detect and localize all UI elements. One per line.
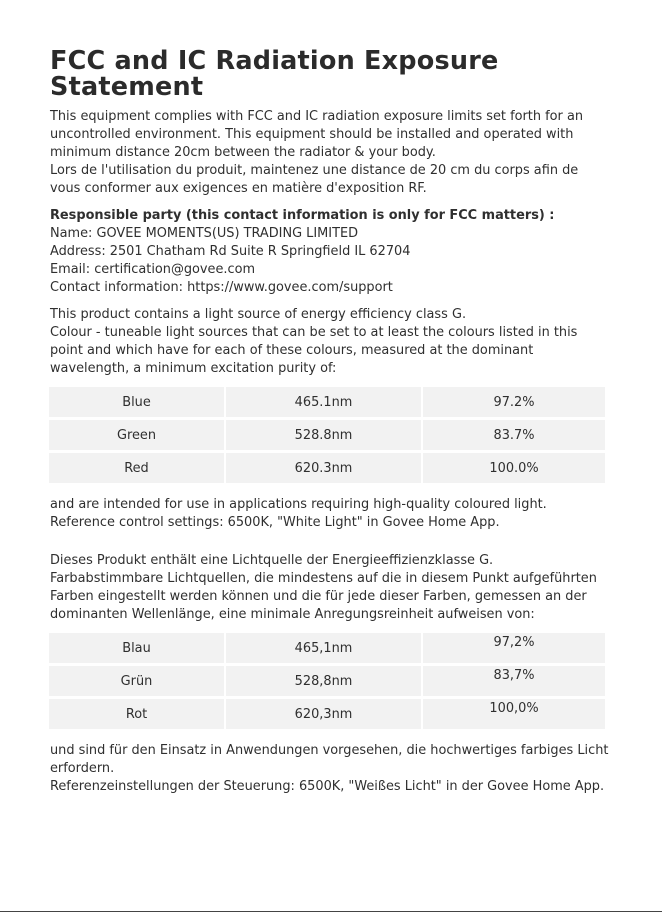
table-row [49,453,605,483]
table-row [49,633,605,663]
table-cell-color: Grün [49,666,224,696]
responsible-party-name: Name: GOVEE MOMENTS(US) TRADING LIMITED [50,226,359,241]
intended-use-de: und sind für den Einsatz in Anwendungen vorgesehen, die hochwertiges farbiges Licht erfordern. [50,743,609,776]
table-row [49,420,605,450]
intro-paragraph-en: This equipment complies with FCC and IC radiation exposure limits set forth for an uncontrolled environment. This equipment should be installed and operated with minimum distance 20cm between the radiator & your body. [50,109,584,160]
table-cell-wavelength: 465.1nm [226,387,421,417]
purity-table-en [47,384,607,486]
table-row [49,699,605,729]
tuneable-description-en: Colour - tuneable light sources that can be set to at least the colours listed in this point and which have for each of these colours, measured at the dominant wavelength, a minimum excitation purity of: [50,325,578,376]
table-cell-wavelength: 528.8nm [226,420,421,450]
intended-use-en: and are intended for use in applications requiring high-quality coloured light. [50,497,547,512]
responsible-party-contact: Contact information: https://www.govee.com/support [50,280,393,295]
table-row [49,387,605,417]
intro-paragraph-fr: Lors de l'utilisation du produit, maintenez une distance de 20 cm du corps afin de vous conformer aux exigences en matière d'exposition RF. [50,163,579,196]
reference-settings-en: Reference control settings: 6500K, "White Light" in Govee Home App. [50,515,500,530]
energy-class-en: This product contains a light source of energy efficiency class G. [50,307,467,322]
table-cell-wavelength: 620,3nm [226,699,421,729]
table-cell-purity: 83,7% [423,666,605,696]
responsible-party-block [50,207,612,297]
table-cell-purity: 100.0% [423,453,605,483]
responsible-party-address: Address: 2501 Chatham Rd Suite R Springfield IL 62704 [50,244,411,259]
table-row [49,666,605,696]
table-cell-color: Blue [49,387,224,417]
table-cell-wavelength: 528,8nm [226,666,421,696]
page-title: FCC and IC Radiation Exposure Statement [50,46,499,102]
table-cell-purity: 100,0% [423,699,605,729]
table-cell-wavelength: 465,1nm [226,633,421,663]
bottom-rule [0,911,662,912]
table-cell-color: Blau [49,633,224,663]
table-cell-purity: 83.7% [423,420,605,450]
table-cell-purity: 97,2% [423,633,605,663]
tuneable-description-de: Farbabstimmbare Lichtquellen, die mindestens auf die in diesem Punkt aufgeführten Farben eingestellt werden können und die für jede dieser Farben, gemessen an der dominanten Wellenlänge, eine minimale Anregungsreinheit aufweisen von: [50,571,597,622]
purity-table-de [47,630,607,732]
responsible-party-title: Responsible party (this contact information is only for FCC matters) : [50,208,555,223]
responsible-party-email: Email: certification@govee.com [50,262,256,277]
document-page [50,48,612,796]
table-cell-wavelength: 620.3nm [226,453,421,483]
table-cell-color: Red [49,453,224,483]
energy-class-de: Dieses Produkt enthält eine Lichtquelle der Energieeffizienzklasse G. [50,553,494,568]
table-cell-color: Green [49,420,224,450]
table-cell-purity: 97.2% [423,387,605,417]
table-cell-color: Rot [49,699,224,729]
reference-settings-de: Referenzeinstellungen der Steuerung: 6500K, "Weißes Licht" in der Govee Home App. [50,779,605,794]
